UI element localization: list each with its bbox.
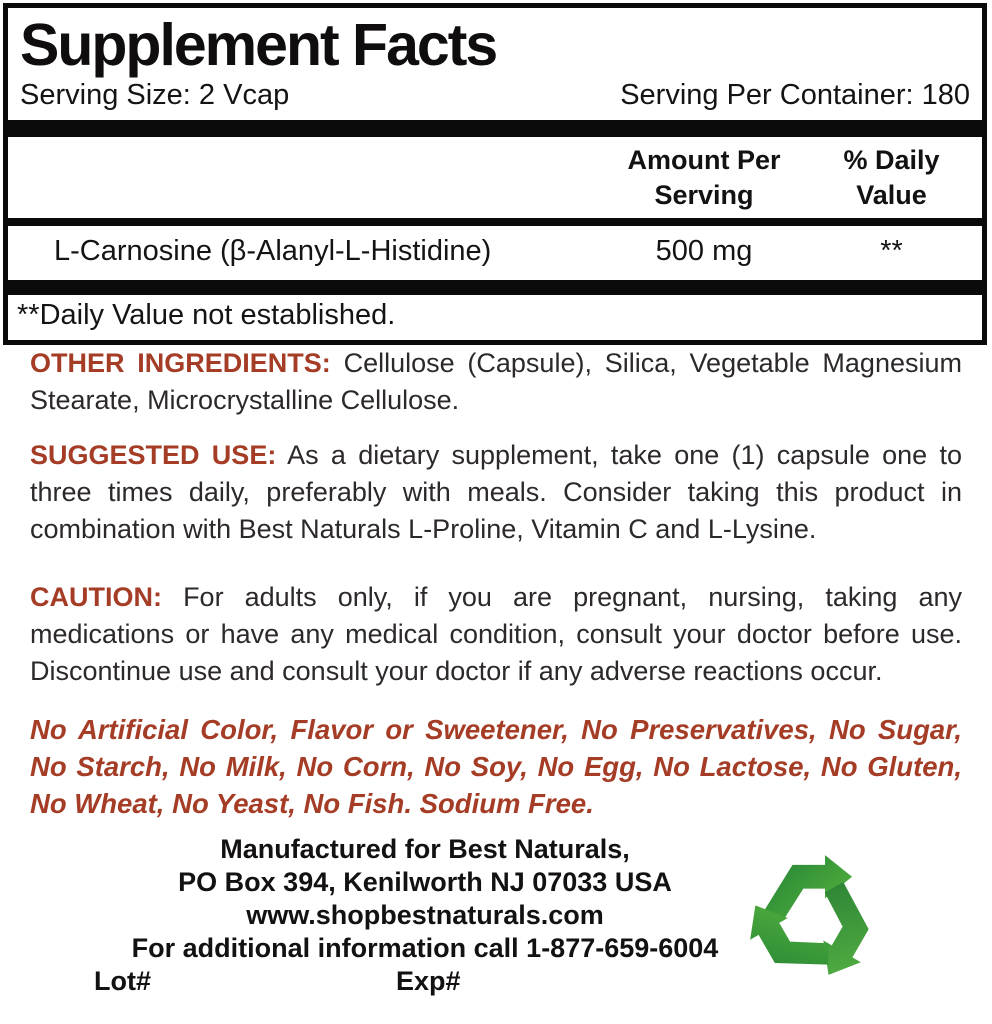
supplement-facts-panel: [3, 3, 987, 345]
servings-per-container: Serving Per Container: 180: [620, 79, 970, 111]
daily-value-header: [809, 143, 974, 213]
dv-header-line1: % Daily: [843, 145, 940, 176]
suggested-use-heading: SUGGESTED USE:: [30, 440, 277, 470]
ingredient-amount: 500 mg: [655, 234, 753, 267]
dv-header-line2: Value: [856, 180, 927, 211]
contact-phone: For additional information call 1-877-659-6004: [131, 933, 719, 963]
divider-thick-top: [8, 120, 982, 137]
amount-header-line2: Serving: [654, 180, 754, 211]
other-ingredients-heading: OTHER INGREDIENTS:: [30, 348, 331, 378]
divider-thick-bottom: [8, 280, 982, 295]
caution-body: For adults only, if you are pregnant, nursing, taking any medications or have any medical condition, consult your doctor before use. Discontinue use and consult your doctor if any adverse reactions occur.: [30, 582, 962, 686]
lot-exp-row: [30, 965, 820, 998]
panel-title: Supplement Facts: [20, 12, 497, 78]
manufacturer-address: PO Box 394, Kenilworth NJ 07033 USA: [178, 867, 672, 897]
other-ingredients-paragraph: [30, 345, 962, 419]
ingredient-name: L-Carnosine (β-Alanyl-L-Histidine): [54, 234, 492, 267]
suggested-use-body: As a dietary supplement, take one (1) capsule one to three times daily, preferably with meals. Consider taking this product in combination with Best Naturals L-Proline, Vitamin C and L-Lysine.: [30, 440, 962, 544]
no-additives-claims: No Artificial Color, Flavor or Sweetener, No Preservatives, No Sugar, No Starch, No Milk, No Corn, No Soy, No Egg, No Lactose, No Gluten, No Wheat, No Yeast, No Fish. Sodium Free.: [30, 714, 962, 819]
suggested-use-paragraph: [30, 437, 962, 548]
amount-header-line1: Amount Per: [627, 145, 781, 176]
serving-row: [8, 75, 982, 120]
caution-paragraph: [30, 579, 962, 690]
column-headers: [8, 137, 982, 217]
recycle-icon: [747, 851, 877, 987]
ingredient-daily-value: **: [880, 234, 903, 267]
divider-medium: [8, 218, 982, 226]
caution-heading: CAUTION:: [30, 582, 162, 612]
serving-size: Serving Size: 2 Vcap: [20, 79, 290, 111]
daily-value-footnote: **Daily Value not established.: [17, 298, 396, 331]
manufacturer-website: www.shopbestnaturals.com: [246, 900, 604, 930]
manufactured-for: Manufactured for Best Naturals,: [220, 834, 630, 864]
manufacturer-footer: [30, 833, 962, 998]
table-row: [8, 226, 982, 280]
manufacturer-lines: [30, 833, 820, 965]
other-ingredients-body: Cellulose (Capsule), Silica, Vegetable Magnesium Stearate, Microcrystalline Cellulose.: [30, 348, 962, 415]
exp-date-label: Exp#: [396, 966, 461, 996]
amount-per-serving-header: [599, 143, 809, 213]
info-sections: [30, 325, 962, 998]
lot-number-label: Lot#: [94, 966, 151, 996]
